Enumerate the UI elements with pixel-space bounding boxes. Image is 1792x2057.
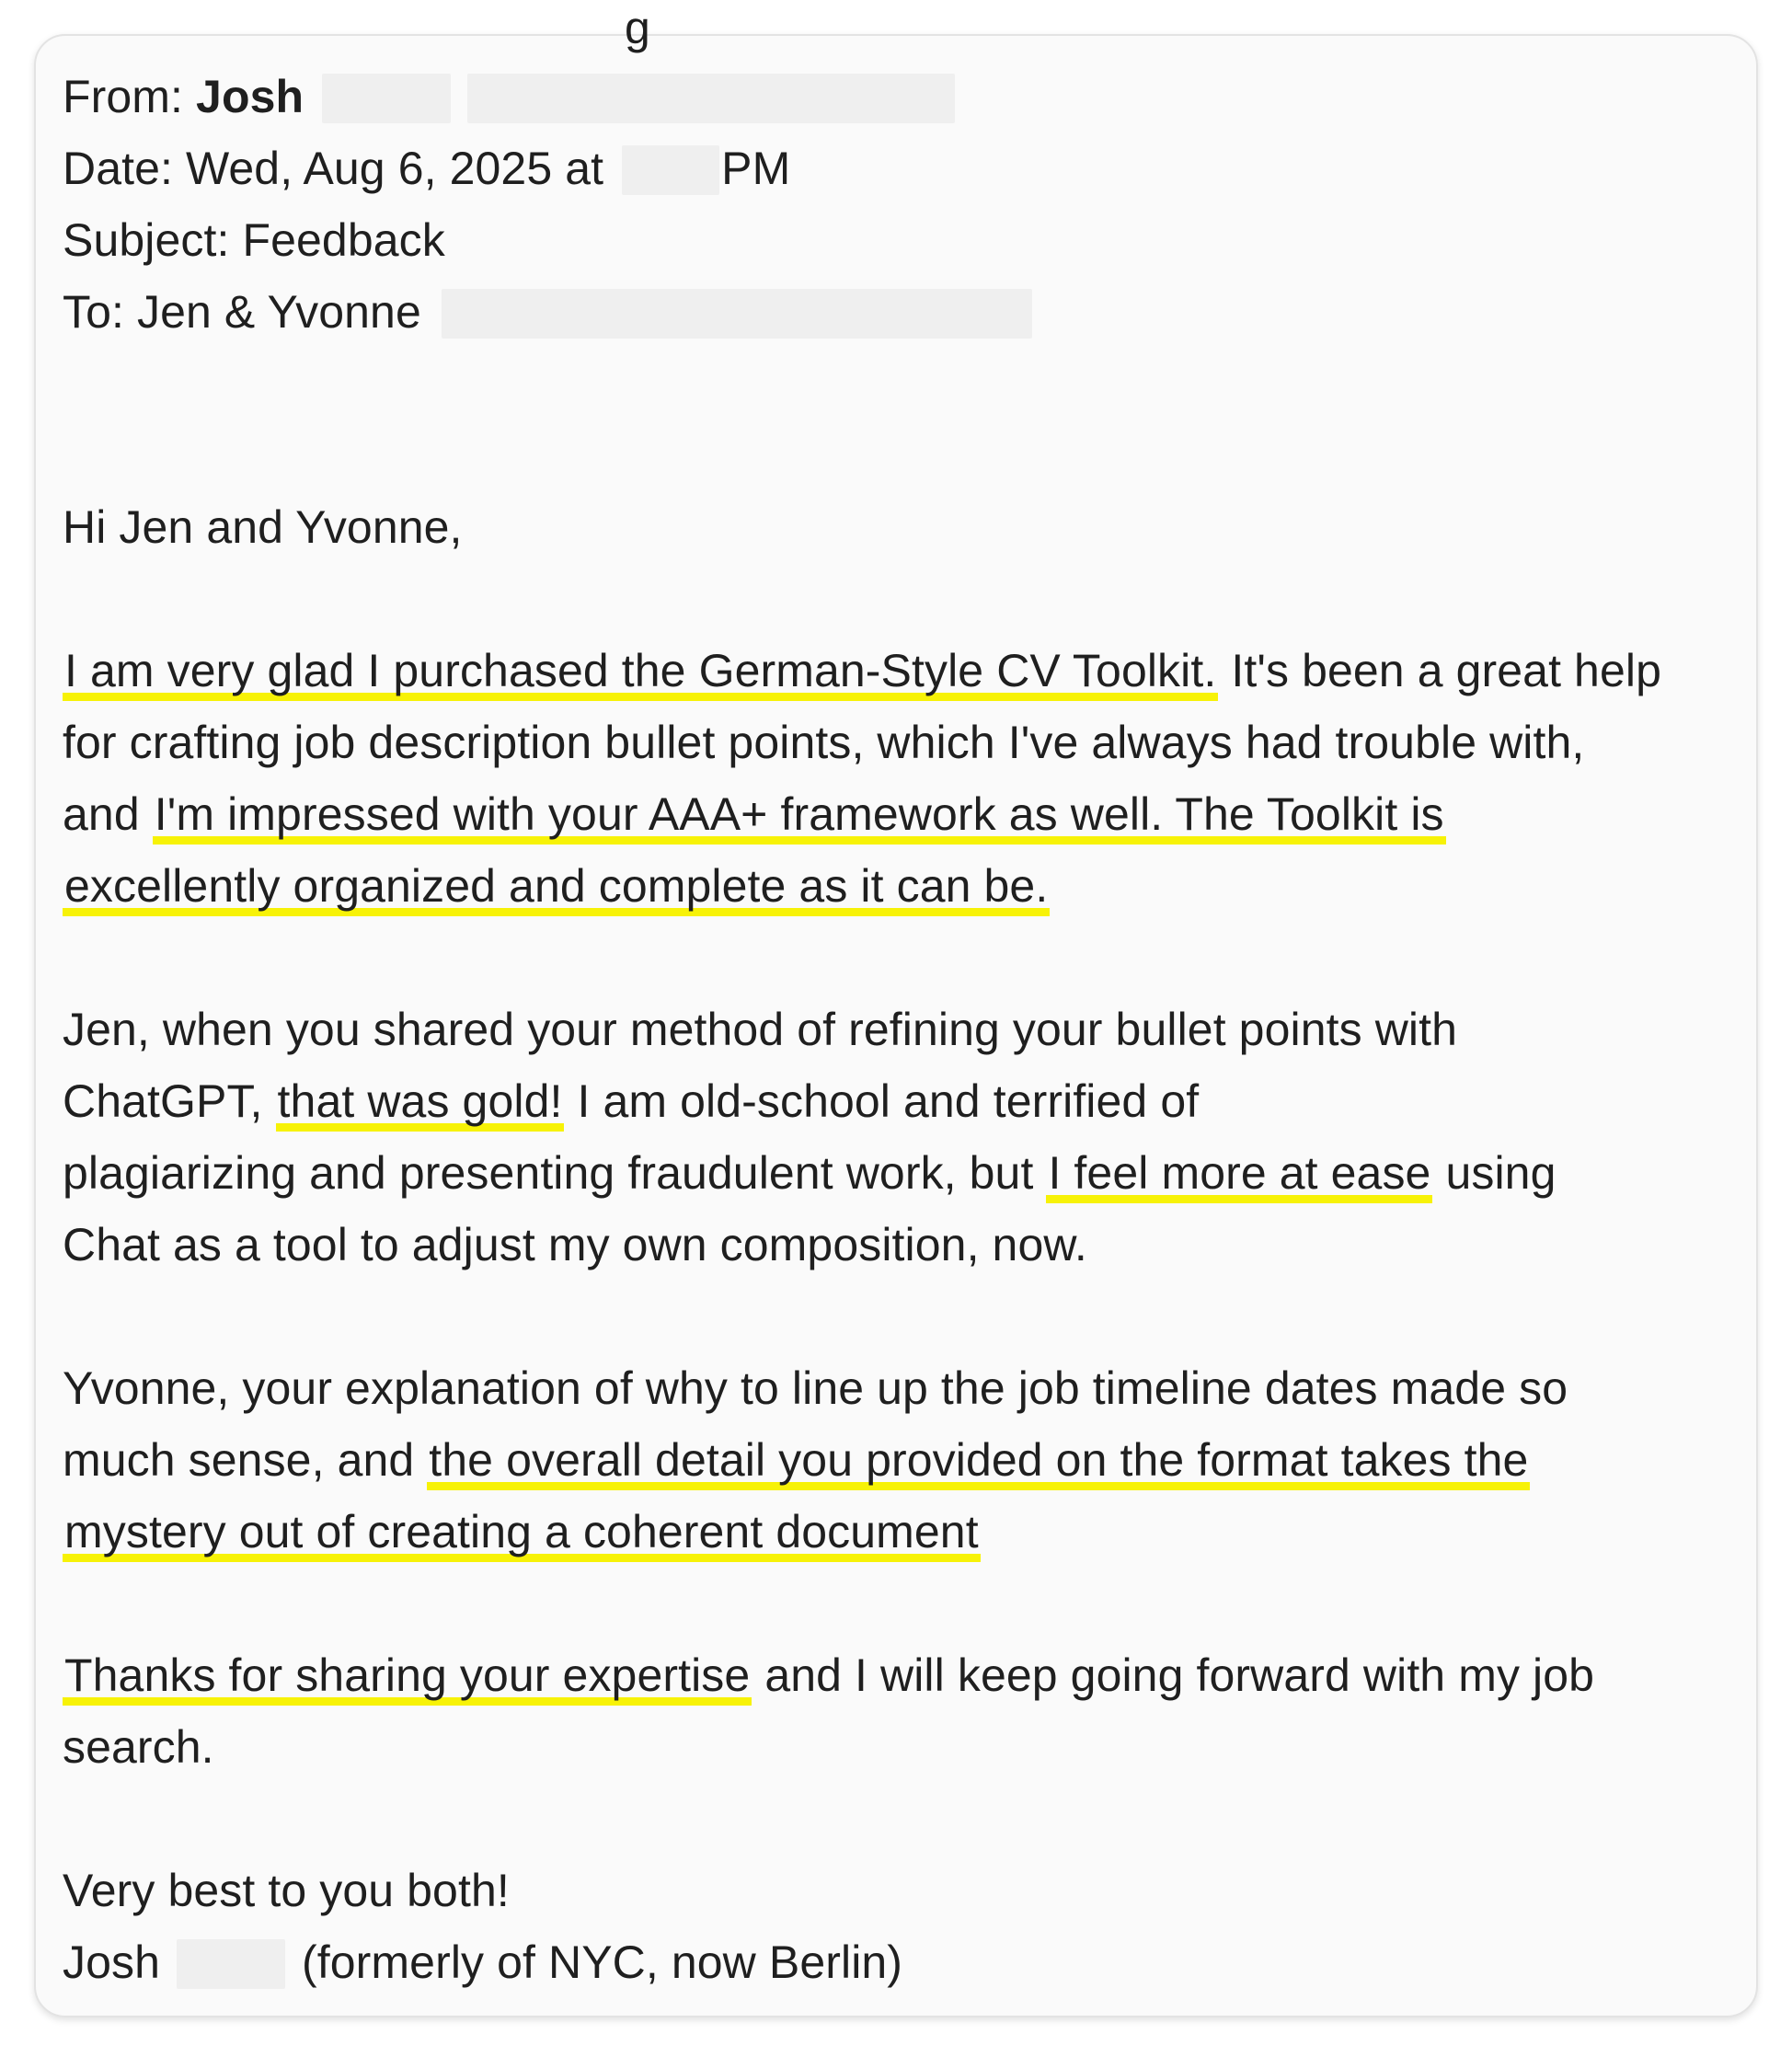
paragraph-2-line-4: Chat as a tool to adjust my own composition, now. <box>63 1219 1087 1270</box>
highlight: excellently organized and complete as it can be. <box>63 860 1050 921</box>
paragraph-3-line-1: Yvonne, your explanation of why to line up the job timeline dates made so <box>63 1362 1568 1414</box>
closing: Very best to you both! <box>63 1865 510 1916</box>
paragraph-3-line-2: much sense, and the overall detail you provided on the format takes the <box>63 1424 1734 1496</box>
cropped-text-fragment: g <box>625 2 650 53</box>
highlight: Thanks for sharing your expertise <box>63 1649 752 1710</box>
paragraph-4-line-1: Thanks for sharing your expertise and I will keep going forward with my job <box>63 1639 1734 1711</box>
redacted-recipient-email <box>442 289 1032 339</box>
paragraph-4-line-2: search. <box>63 1721 214 1773</box>
redacted-signature-surname <box>177 1939 285 1989</box>
signature <box>63 1926 1734 1998</box>
highlight: the overall detail you provided on the format takes the <box>427 1434 1530 1495</box>
subject-label: Subject: <box>63 214 230 266</box>
subject-line <box>63 204 1734 276</box>
to-value: Jen & Yvonne <box>137 286 421 338</box>
signature-suffix: (formerly of NYC, now Berlin) <box>302 1936 903 1988</box>
date-line <box>63 132 1734 204</box>
highlight: that was gold! <box>276 1075 565 1136</box>
redacted-time <box>622 145 719 195</box>
from-line <box>63 61 1734 132</box>
paragraph-1-line-3: and I'm impressed with your AAA+ framework as well. The Toolkit is <box>63 778 1734 850</box>
to-label: To: <box>63 286 124 338</box>
redacted-email <box>467 74 955 123</box>
paragraph-1-line-1: I am very glad I purchased the German-Style CV Toolkit. It's been a great help <box>63 635 1734 707</box>
subject-value: Feedback <box>242 214 445 266</box>
to-line <box>63 276 1734 348</box>
date-value: Wed, Aug 6, 2025 at <box>186 143 604 194</box>
highlight: I feel more at ease <box>1046 1147 1432 1208</box>
redacted-surname <box>322 74 451 123</box>
highlight: mystery out of creating a coherent document <box>63 1506 981 1567</box>
paragraph-2-line-2: ChatGPT, that was gold! I am old-school and terrified of <box>63 1065 1734 1137</box>
paragraph-2-line-1: Jen, when you shared your method of refining your bullet points with <box>63 1004 1458 1055</box>
highlight: I'm impressed with your AAA+ framework as well. The Toolkit is <box>153 788 1446 849</box>
paragraph-2-line-3: plagiarizing and presenting fraudulent work, but I feel more at ease using <box>63 1137 1734 1209</box>
paragraph-3-line-3 <box>63 1496 1734 1568</box>
highlight: I am very glad I purchased the German-Style CV Toolkit. <box>63 645 1218 706</box>
paragraph-1-line-4 <box>63 850 1734 922</box>
from-label: From: <box>63 71 184 122</box>
date-suffix: PM <box>721 143 791 194</box>
paragraph-1-line-2: for crafting job description bullet points, which I've always had trouble with, <box>63 717 1585 768</box>
greeting: Hi Jen and Yvonne, <box>63 501 463 553</box>
email-content <box>63 61 1734 1998</box>
signature-name: Josh <box>63 1936 161 1988</box>
date-label: Date: <box>63 143 174 194</box>
from-name: Josh <box>196 71 304 122</box>
email-card <box>34 2 1758 2017</box>
